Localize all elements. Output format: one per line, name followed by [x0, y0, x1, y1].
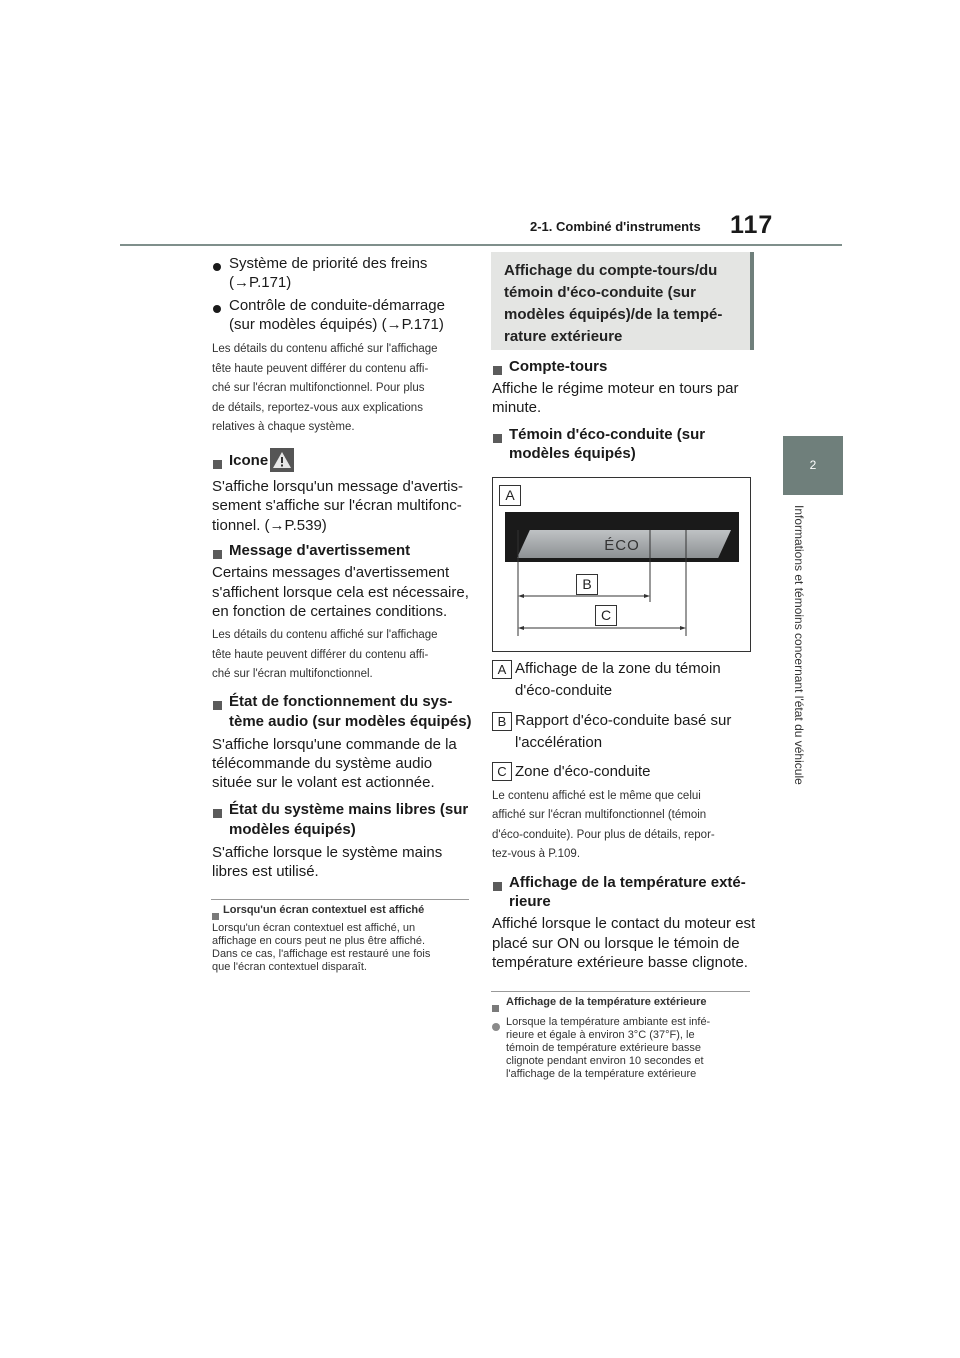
- note1-line: ché sur l'écran multifonctionnel. Pour plus: [212, 382, 425, 394]
- temp-note-title: Affichage de la température extérieure: [506, 996, 707, 1008]
- eco-note-line: affiché sur l'écran multifonctionnel (témoin: [492, 809, 707, 821]
- audio-body-line: S'affiche lorsqu'une commande de la: [212, 736, 457, 753]
- chapter-side-title-text: Informations et témoins concernant l'état du véhicule: [792, 505, 806, 785]
- square-bullet: [493, 362, 502, 380]
- bullet-1-line2: (→P.171): [229, 274, 292, 291]
- mains-title-line: État du système mains libres (sur: [229, 801, 469, 818]
- square-bullet: [213, 805, 222, 823]
- dimension-lines: [493, 478, 750, 651]
- figure-label-b: B: [576, 574, 598, 595]
- message-body-line: en fonction de certaines conditions.: [212, 603, 448, 620]
- icone-body-line: tionnel. (→P.539): [212, 517, 327, 534]
- icone-body-line: S'affiche lorsqu'un message d'avertis-: [212, 478, 463, 495]
- note2-line: tête haute peuvent différer du contenu affi-: [212, 649, 429, 661]
- message-body-line: s'affichent lorsque cela est nécessaire,: [212, 584, 469, 601]
- square-bullet: [213, 546, 222, 564]
- message-title: Message d'avertissement: [229, 542, 411, 559]
- temp-note-line: rieure et égale à environ 3°C (37°F), le: [506, 1029, 695, 1041]
- section-title: 2-1. Combiné d'instruments: [530, 219, 701, 234]
- rpm-body-line: Affiche le régime moteur en tours par: [492, 380, 739, 397]
- icone-title: Icone: [229, 452, 269, 469]
- legend-a-line2: d'éco-conduite: [515, 682, 613, 699]
- note1-line: Les détails du contenu affiché sur l'affichage: [212, 343, 438, 355]
- bullet-dot: [213, 258, 221, 276]
- square-bullet-small: [492, 999, 499, 1017]
- eco-title-line: modèles équipés): [509, 445, 636, 462]
- heading-line: modèles équipés)/de la tempé-: [504, 306, 723, 323]
- legend-key-c: C: [492, 762, 512, 781]
- square-bullet: [493, 878, 502, 896]
- square-bullet: [213, 697, 222, 715]
- figure-label-c: C: [595, 605, 617, 626]
- note2-line: ché sur l'écran multifonctionnel.: [212, 668, 373, 680]
- temp-body-line: température extérieure basse clignote.: [492, 954, 748, 971]
- icone-body-line: sement s'affiche sur l'écran multifonc-: [212, 497, 462, 514]
- temp-title-line: rieure: [509, 893, 551, 910]
- mains-title-line: modèles équipés): [229, 821, 356, 838]
- temp-note-line: clignote pendant environ 10 secondes et: [506, 1055, 704, 1067]
- temp-note-line: l'affichage de la température extérieure: [506, 1068, 697, 1080]
- note2-line: Les détails du contenu affiché sur l'affichage: [212, 629, 438, 641]
- square-bullet: [493, 430, 502, 448]
- note-divider: [491, 991, 750, 992]
- rpm-body-line: minute.: [492, 399, 542, 416]
- audio-title-line: État de fonctionnement du sys-: [229, 693, 453, 710]
- eco-note-line: d'éco-conduite). Pour plus de détails, repor-: [492, 829, 715, 841]
- temp-body-line: Affiché lorsque le contact du moteur est: [492, 915, 756, 932]
- square-bullet: [213, 456, 222, 474]
- dot-bullet-small: [492, 1018, 500, 1036]
- popup-body-line: affichage en cours peut ne plus être affiché.: [212, 935, 426, 947]
- temp-note-line: témoin de température extérieure basse: [506, 1042, 702, 1054]
- legend-b-line1: Rapport d'éco-conduite basé sur: [515, 712, 732, 729]
- eco-indicator-figure: [492, 477, 751, 652]
- eco-note-line: tez-vous à P.109.: [492, 848, 581, 860]
- temp-note-line: Lorsque la température ambiante est infé-: [506, 1016, 711, 1028]
- heading-line: rature extérieure: [504, 328, 623, 345]
- temp-body-line: placé sur ON ou lorsque le témoin de: [492, 935, 740, 952]
- heading-line: témoin d'éco-conduite (sur: [504, 284, 696, 301]
- popup-title: Lorsqu'un écran contextuel est affiché: [223, 904, 425, 916]
- legend-key-a: A: [492, 660, 512, 679]
- chapter-side-title: [790, 505, 810, 845]
- note1-line: de détails, reportez-vous aux explications: [212, 402, 423, 414]
- eco-display-text: ÉCO: [604, 537, 640, 554]
- legend-a-line1: Affichage de la zone du témoin: [515, 660, 721, 677]
- mains-body-line: libres est utilisé.: [212, 863, 319, 880]
- legend-b-line2: l'accélération: [515, 734, 603, 751]
- eco-note-line: Le contenu affiché est le même que celui: [492, 790, 701, 802]
- figure-label-a: A: [499, 485, 521, 506]
- audio-body-line: située sur le volant est actionnée.: [212, 774, 435, 791]
- popup-body-line: que l'écran contextuel disparaît.: [212, 961, 367, 973]
- legend-c-line1: Zone d'éco-conduite: [515, 763, 651, 780]
- note1-line: tête haute peuvent différer du contenu affi-: [212, 363, 429, 375]
- temp-title-line: Affichage de la température exté-: [509, 874, 746, 891]
- warning-icon: [270, 448, 294, 472]
- audio-body-line: télécommande du système audio: [212, 755, 433, 772]
- mains-body-line: S'affiche lorsque le système mains: [212, 844, 443, 861]
- message-body-line: Certains messages d'avertissement: [212, 564, 450, 581]
- legend-key-b: B: [492, 712, 512, 731]
- bullet-1-line1: Système de priorité des freins: [229, 255, 428, 272]
- popup-body-line: Lorsqu'un écran contextuel est affiché, un: [212, 922, 416, 934]
- eco-title-line: Témoin d'éco-conduite (sur: [509, 426, 706, 443]
- bullet-2-line1: Contrôle de conduite-démarrage: [229, 297, 445, 314]
- page-number: 117: [730, 211, 774, 239]
- bullet-2-line2: (sur modèles équipés) (→P.171): [229, 316, 444, 333]
- note1-line: relatives à chaque système.: [212, 421, 355, 433]
- popup-body-line: Dans ce cas, l'affichage est restauré une fois: [212, 948, 431, 960]
- header-rule: [120, 244, 842, 246]
- heading-line: Affichage du compte-tours/du: [504, 262, 718, 279]
- note-divider: [211, 899, 469, 900]
- chapter-tab: 2: [783, 436, 843, 495]
- section-heading-box: [491, 252, 754, 350]
- rpm-title: Compte-tours: [509, 358, 608, 375]
- bullet-dot: [213, 300, 221, 318]
- audio-title-line: tème audio (sur modèles équipés): [229, 713, 472, 730]
